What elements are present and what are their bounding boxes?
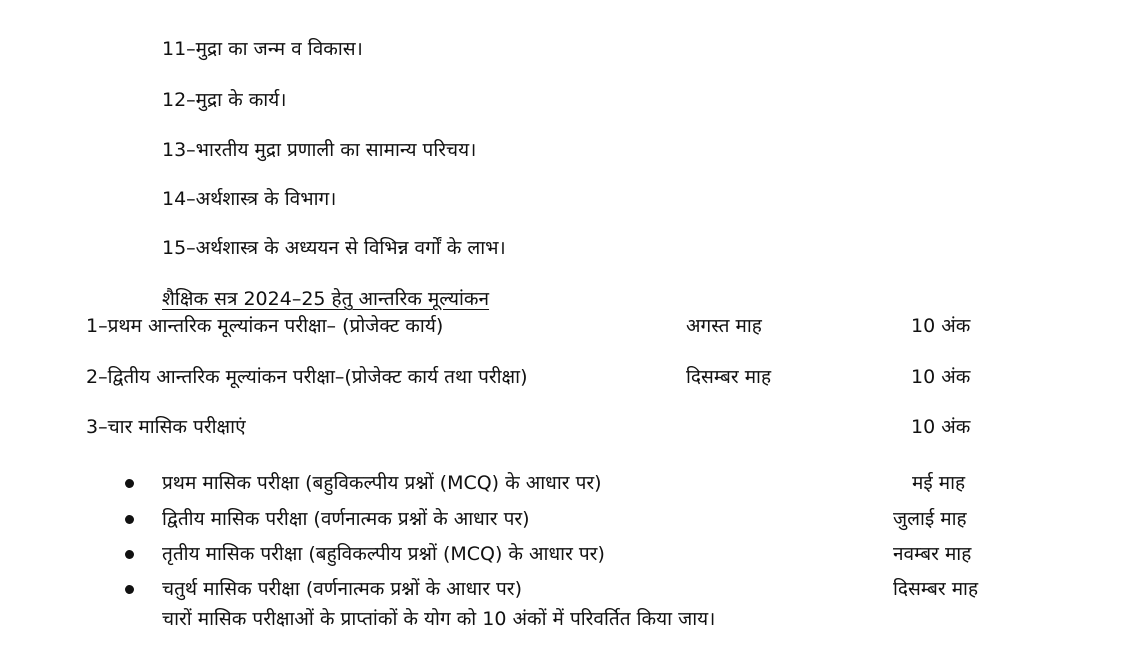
assessment-heading: शैक्षिक सत्र 2024–25 हेतु आन्तरिक मूल्यांकन [162,288,490,310]
assessment-item-2-marks: 10 अंक [911,366,971,388]
monthly-test-3-text: तृतीय मासिक परीक्षा (बहुविकल्पीय प्रश्नों (MCQ) के आधार पर) [162,543,605,565]
assessment-item-3-marks: 10 अंक [911,416,971,438]
topic-item-13: 13–भारतीय मुद्रा प्रणाली का सामान्य परिचय। [162,139,477,161]
monthly-test-4-text: चतुर्थ मासिक परीक्षा (वर्णनात्मक प्रश्नों के आधार पर) [162,578,522,600]
bullet-icon [125,585,134,594]
monthly-test-4-month: दिसम्बर माह [893,578,979,600]
topic-item-11: 11–मुद्रा का जन्म व विकास। [162,38,363,60]
assessment-item-2-month: दिसम्बर माह [686,366,772,388]
monthly-test-2-month: जुलाई माह [893,508,967,530]
bullet-icon [125,479,134,488]
assessment-item-1-marks: 10 अंक [911,315,971,337]
monthly-test-2-text: द्वितीय मासिक परीक्षा (वर्णनात्मक प्रश्नों के आधार पर) [162,508,530,530]
assessment-item-1-label: 1–प्रथम आन्तरिक मूल्यांकन परीक्षा– (प्रोजेक्ट कार्य) [86,315,444,337]
topic-item-14: 14–अर्थशास्त्र के विभाग। [162,188,337,210]
assessment-note: चारों मासिक परीक्षाओं के प्राप्तांकों के योग को 10 अंकों में परिवर्तित किया जाय। [162,608,716,630]
monthly-test-3-month: नवम्बर माह [893,543,972,565]
bullet-icon [125,515,134,524]
assessment-item-1-month: अगस्त माह [686,315,762,337]
bullet-icon [125,550,134,559]
assessment-item-2-label: 2–द्वितीय आन्तरिक मूल्यांकन परीक्षा–(प्रोजेक्ट कार्य तथा परीक्षा) [86,366,528,388]
topic-item-12: 12–मुद्रा के कार्य। [162,89,287,111]
topic-item-15: 15–अर्थशास्त्र के अध्ययन से विभिन्न वर्गों के लाभ। [162,237,506,259]
monthly-test-1-text: प्रथम मासिक परीक्षा (बहुविकल्पीय प्रश्नों (MCQ) के आधार पर) [162,472,602,494]
assessment-item-3-label: 3–चार मासिक परीक्षाएं [86,416,246,438]
monthly-test-1-month: मई माह [912,472,966,494]
